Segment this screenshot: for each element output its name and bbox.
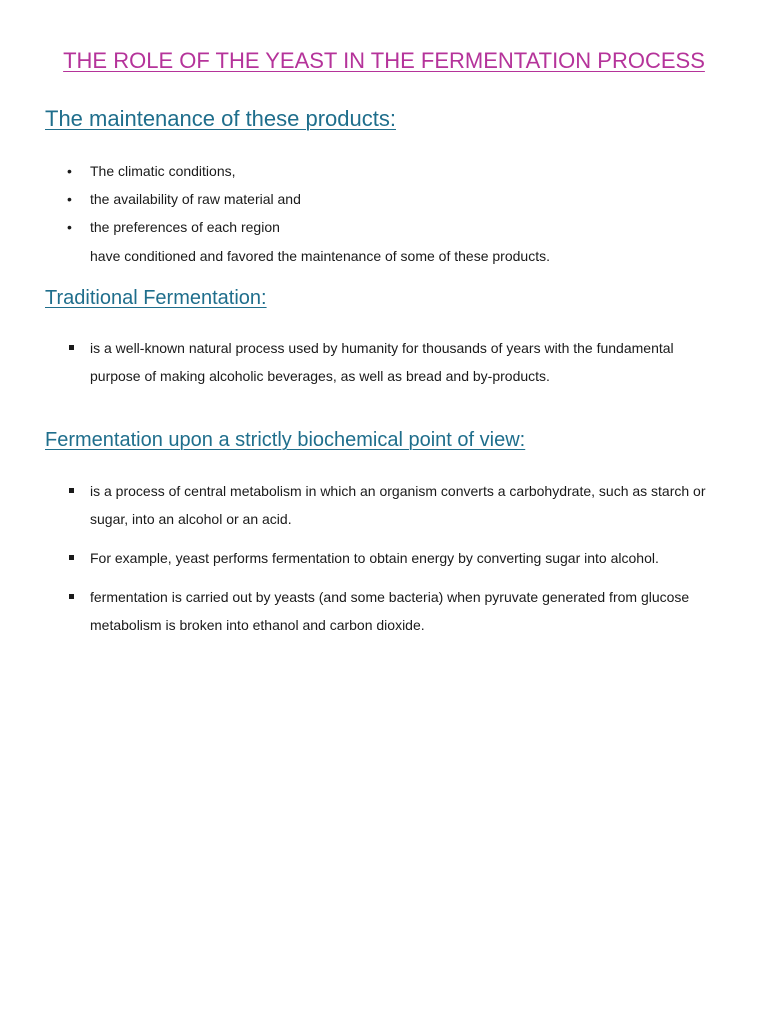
- bullet-square-icon: [69, 488, 74, 493]
- list-item: [0, 544, 715, 572]
- list-item-text: is a process of central metabolism in which an organism converts a carbohydrate, such as starch or sugar, into an alcohol or an acid.: [90, 483, 706, 527]
- list-item: [0, 213, 715, 241]
- list-item-text: For example, yeast performs fermentation to obtain energy by converting sugar into alcohol.: [90, 550, 659, 566]
- list-item-text: fermentation is carried out by yeasts (and some bacteria) when pyruvate generated from glucose metabolism is broken into ethanol and carbon dioxide.: [90, 589, 690, 633]
- list-item: [0, 185, 715, 213]
- list-item: [0, 157, 715, 185]
- list-item: [0, 334, 715, 390]
- traditional-fermentation-list: [0, 334, 715, 390]
- bullet-dot-icon: •: [67, 191, 72, 207]
- bullet-dot-icon: •: [67, 219, 72, 235]
- list-item-text: The climatic conditions,: [90, 163, 236, 179]
- bullet-square-icon: [69, 345, 74, 350]
- bullet-square-icon: [69, 594, 74, 599]
- bullet-dot-icon: •: [67, 163, 72, 179]
- section-heading-biochemical-fermentation: Fermentation upon a strictly biochemical point of view:: [45, 429, 526, 451]
- list-item-text: is a well-known natural process used by humanity for thousands of years with the fundamental purpose of making alcoholic beverages, as well as bread and by-products.: [90, 340, 674, 384]
- section-heading-maintenance: The maintenance of these products:: [45, 106, 396, 131]
- list-item: [0, 583, 715, 639]
- list-item-text: the preferences of each region: [90, 219, 280, 235]
- maintenance-continuation-text: have conditioned and favored the maintenance of some of these products.: [90, 248, 550, 264]
- list-item: [0, 477, 715, 533]
- document-title: THE ROLE OF THE YEAST IN THE FERMENTATION PROCESS: [63, 48, 705, 73]
- section-heading-traditional-fermentation: Traditional Fermentation:: [45, 287, 267, 309]
- list-item-text: the availability of raw material and: [90, 191, 301, 207]
- maintenance-list: [0, 157, 715, 241]
- bullet-square-icon: [69, 555, 74, 560]
- biochemical-fermentation-list: [0, 477, 715, 639]
